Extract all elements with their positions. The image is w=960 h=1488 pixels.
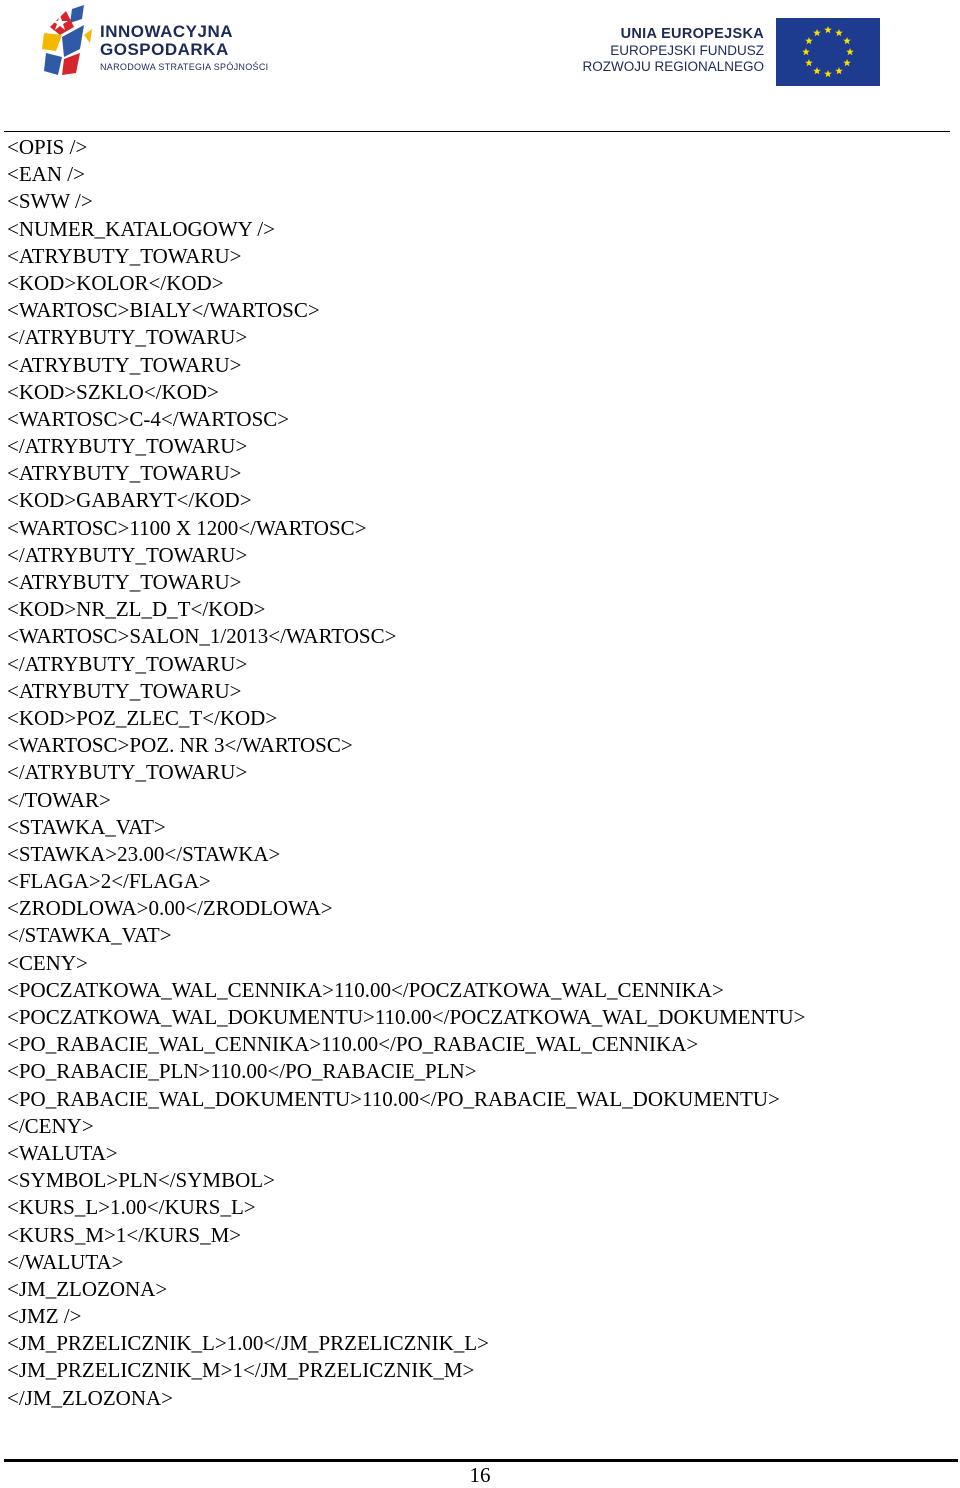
xml-line: </ATRYBUTY_TOWARU> (7, 651, 248, 676)
ig-logo-mark-icon (40, 5, 100, 77)
xml-line: <JMZ /> (7, 1304, 82, 1329)
xml-line: </ATRYBUTY_TOWARU> (7, 325, 248, 350)
ig-logo-subtitle: NARODOWA STRATEGIA SPÓJNOŚCI (100, 62, 269, 72)
xml-line: <WARTOSC>POZ. NR 3</WARTOSC> (7, 733, 353, 758)
xml-line: <JM_PRZELICZNIK_L>1.00</JM_PRZELICZNIK_L> (7, 1331, 489, 1356)
xml-line: </TOWAR> (7, 787, 111, 812)
xml-line: </WALUTA> (7, 1249, 124, 1274)
xml-line: <KOD>GABARYT</KOD> (7, 488, 252, 513)
xml-line: </JM_ZLOZONA> (7, 1385, 174, 1410)
xml-line: </ATRYBUTY_TOWARU> (7, 760, 248, 785)
xml-line: <PO_RABACIE_WAL_DOKUMENTU>110.00</PO_RABACIE_WAL_DOKUMENTU> (7, 1086, 780, 1111)
xml-line: <PO_RABACIE_PLN>110.00</PO_RABACIE_PLN> (7, 1059, 477, 1084)
xml-line: </ATRYBUTY_TOWARU> (7, 542, 248, 567)
xml-line: <ATRYBUTY_TOWARU> (7, 678, 242, 703)
xml-line: <NUMER_KATALOGOWY /> (7, 216, 275, 241)
xml-line: <FLAGA>2</FLAGA> (7, 869, 211, 894)
xml-line: <ZRODLOWA>0.00</ZRODLOWA> (7, 896, 333, 921)
xml-line: <SYMBOL>PLN</SYMBOL> (7, 1168, 275, 1193)
xml-line: <EAN /> (7, 162, 85, 187)
xml-line: <ATRYBUTY_TOWARU> (7, 461, 242, 486)
xml-line: <WARTOSC>BIALY</WARTOSC> (7, 298, 320, 323)
innowacyjna-gospodarka-logo (40, 5, 270, 80)
eu-subtitle-line2: ROZWOJU REGIONALNEGO (582, 59, 764, 74)
xml-line: <SWW /> (7, 189, 93, 214)
xml-line: <WARTOSC>SALON_1/2013</WARTOSC> (7, 624, 397, 649)
xml-line: </STAWKA_VAT> (7, 923, 172, 948)
xml-line: <ATRYBUTY_TOWARU> (7, 570, 242, 594)
xml-line: <JM_PRZELICZNIK_M>1</JM_PRZELICZNIK_M> (7, 1358, 475, 1383)
eu-logo-text (582, 26, 764, 75)
xml-line: <CENY> (7, 950, 88, 975)
xml-line: <KOD>SZKLO</KOD> (7, 379, 219, 404)
ig-title-line2: GOSPODARKA (100, 40, 229, 59)
xml-line: <JM_ZLOZONA> (7, 1276, 168, 1301)
xml-line: <PO_RABACIE_WAL_CENNIKA>110.00</PO_RABACIE_WAL_CENNIKA> (7, 1032, 699, 1057)
xml-line: <WARTOSC>C-4</WARTOSC> (7, 406, 290, 431)
eu-flag-icon (776, 18, 880, 86)
eu-title: UNIA EUROPEJSKA (620, 26, 764, 42)
eu-subtitle-line1: EUROPEJSKI FUNDUSZ (610, 43, 764, 58)
header-divider (4, 131, 950, 132)
xml-line: <ATRYBUTY_TOWARU> (7, 243, 242, 268)
xml-content (7, 134, 805, 1412)
xml-line: </CENY> (7, 1113, 94, 1138)
xml-line: <POCZATKOWA_WAL_DOKUMENTU>110.00</POCZATKOWA_WAL_DOKUMENTU> (7, 1005, 806, 1029)
xml-line: <KOD>KOLOR</KOD> (7, 270, 224, 295)
xml-line: <KOD>POZ_ZLEC_T</KOD> (7, 705, 278, 730)
xml-line: <KURS_L>1.00</KURS_L> (7, 1195, 256, 1220)
xml-line: <STAWKA_VAT> (7, 814, 166, 839)
ig-logo-title (100, 23, 233, 59)
xml-line: <STAWKA>23.00</STAWKA> (7, 841, 281, 866)
xml-line: <KURS_M>1</KURS_M> (7, 1222, 242, 1247)
xml-line: <KOD>NR_ZL_D_T</KOD> (7, 597, 266, 622)
xml-line: <OPIS /> (7, 135, 88, 159)
xml-line: <ATRYBUTY_TOWARU> (7, 352, 242, 377)
xml-line: <WALUTA> (7, 1140, 118, 1165)
page-number: 16 (469, 1463, 491, 1487)
xml-line: <POCZATKOWA_WAL_CENNIKA>110.00</POCZATKOWA_WAL_CENNIKA> (7, 977, 724, 1002)
xml-line: <WARTOSC>1100 X 1200</WARTOSC> (7, 515, 367, 540)
ig-title-line1: INNOWACYJNA (100, 22, 234, 41)
footer-divider (4, 1459, 958, 1462)
xml-line: </ATRYBUTY_TOWARU> (7, 434, 248, 459)
page-header (0, 0, 960, 110)
